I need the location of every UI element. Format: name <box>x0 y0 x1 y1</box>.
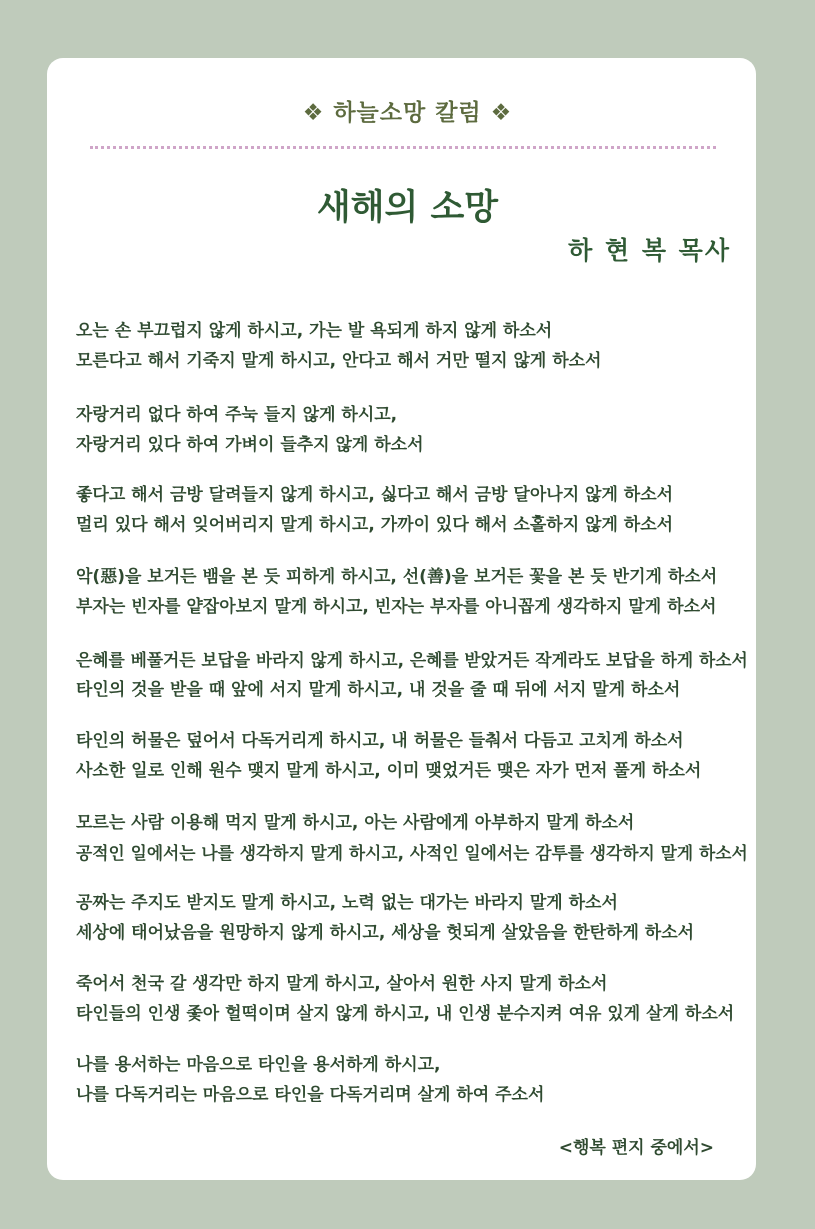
stanza <box>76 316 746 376</box>
stanza <box>76 480 746 540</box>
verse-line: 나를 다독거리는 마음으로 타인을 다독거리며 살게 하여 주소서 <box>76 1085 545 1105</box>
verse-line: 죽어서 천국 갈 생각만 하지 말게 하시고, 살아서 원한 사지 말게 하소서 <box>76 974 608 994</box>
verse-line: 악(惡)을 보거든 뱀을 본 듯 피하게 하시고, 선(善)을 보거든 꽃을 본 듯 반기게 하소서 <box>76 567 718 587</box>
verse-line: 오는 손 부끄럽지 않게 하시고, 가는 발 욕되게 하지 않게 하소서 <box>76 321 553 341</box>
verse-line: 모른다고 해서 기죽지 말게 하시고, 안다고 해서 거만 떨지 않게 하소서 <box>76 351 602 371</box>
verse-line: 타인의 허물은 덮어서 다독거리게 하시고, 내 허물은 들춰서 다듬고 고치게 하소서 <box>76 731 684 751</box>
stanza <box>76 969 746 1029</box>
source-citation: <행복 편지 중에서> <box>558 1138 714 1158</box>
column-title: ❖ 하늘소망 칼럼 ❖ <box>302 100 513 126</box>
dotted-divider <box>90 146 716 149</box>
author-byline: 하 현 복 목사 <box>568 236 731 265</box>
stanza <box>76 808 746 868</box>
stanza <box>76 888 746 948</box>
stanza <box>76 645 746 705</box>
poem-title: 새해의 소망 <box>316 188 499 228</box>
verse-line: 자랑거리 있다 하여 가벼이 들추지 않게 하소서 <box>76 435 424 455</box>
verse-line: 자랑거리 없다 하여 주눅 들지 않게 하시고, <box>76 405 398 425</box>
verse-line: 세상에 태어났음을 원망하지 않게 하시고, 세상을 헛되게 살았음을 한탄하게 하소서 <box>76 923 695 943</box>
verse-line: 모르는 사람 이용해 먹지 말게 하시고, 아는 사람에게 아부하지 말게 하소서 <box>76 813 635 833</box>
stanza <box>76 726 746 786</box>
verse-line: 나를 용서하는 마음으로 타인을 용서하게 하시고, <box>76 1055 441 1075</box>
stanza <box>76 562 746 622</box>
verse-line: 멀리 있다 해서 잊어버리지 말게 하시고, 가까이 있다 해서 소홀하지 않게 하소서 <box>76 515 674 535</box>
verse-line: 사소한 일로 인해 원수 맺지 말게 하시고, 이미 맺었거든 맺은 자가 먼저 풀게 하소서 <box>76 761 702 781</box>
verse-line: 타인들의 인생 좇아 헐떡이며 살지 않게 하시고, 내 인생 분수지켜 여유 있게 살게 하소서 <box>76 1004 735 1024</box>
verse-line: 타인의 것을 받을 때 앞에 서지 말게 하시고, 내 것을 줄 때 뒤에 서지 말게 하소서 <box>76 680 681 700</box>
verse-line: 은혜를 베풀거든 보답을 바라지 않게 하시고, 은혜를 받았거든 작게라도 보답을 하게 하소서 <box>76 650 748 670</box>
stanza <box>76 400 746 460</box>
verse-line: 공적인 일에서는 나를 생각하지 말게 하시고, 사적인 일에서는 감투를 생각하지 말게 하소서 <box>76 843 748 863</box>
verse-line: 공짜는 주지도 받지도 말게 하시고, 노력 없는 대가는 바라지 말게 하소서 <box>76 893 618 913</box>
stanza <box>76 1050 746 1110</box>
verse-line: 좋다고 해서 금방 달려들지 않게 하시고, 싫다고 해서 금방 달아나지 않게 하소서 <box>76 485 674 505</box>
verse-line: 부자는 빈자를 얕잡아보지 말게 하시고, 빈자는 부자를 아니꼽게 생각하지 말게 하소서 <box>76 597 717 617</box>
